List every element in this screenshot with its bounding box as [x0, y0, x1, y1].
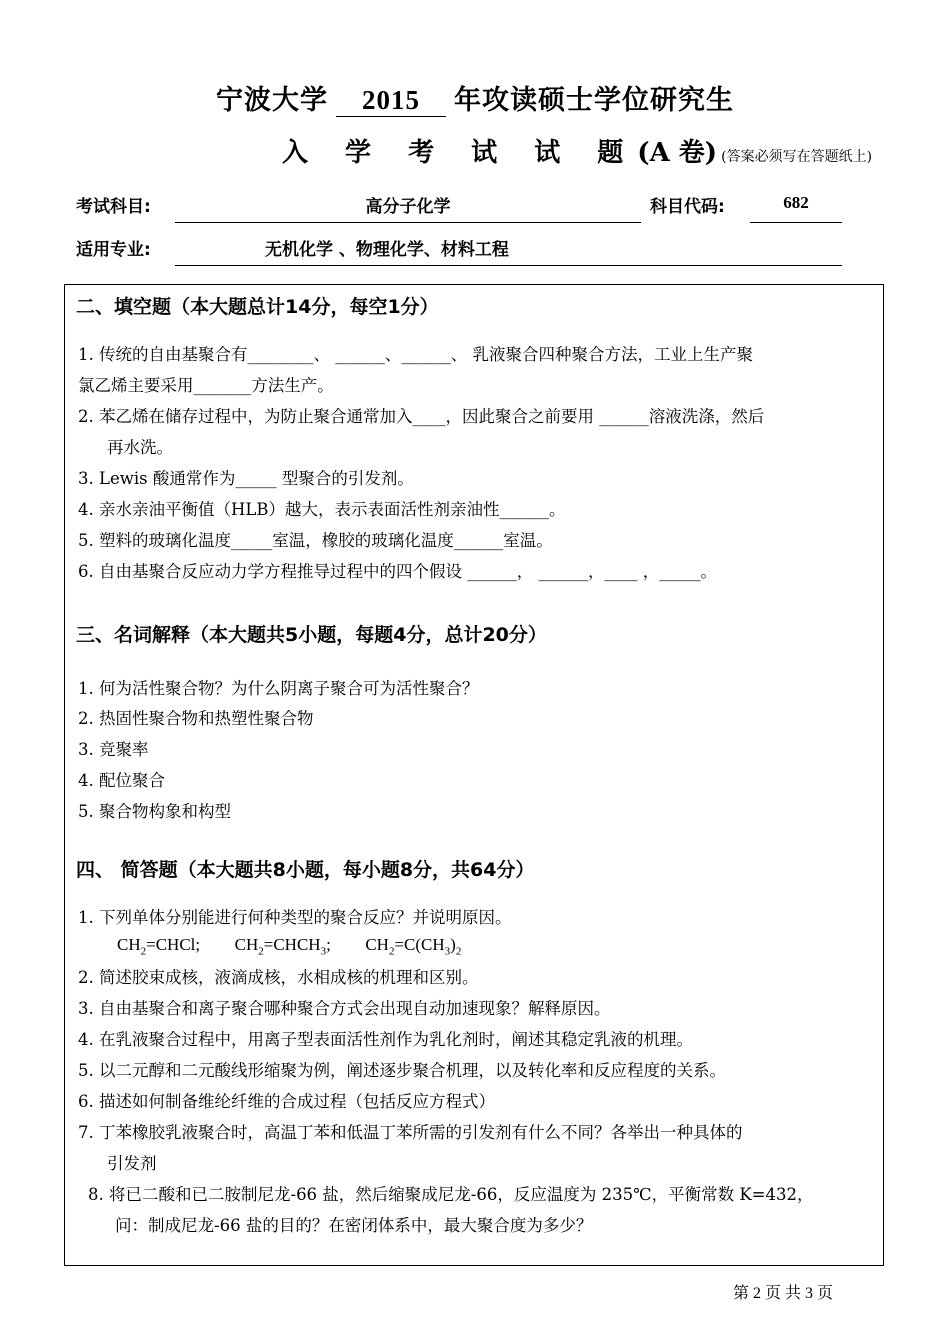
short-question-7: 7. 丁苯橡胶乳液聚合时，高温丁苯和低温丁苯所需的引发剂有什么不同？各举出一种具体的: [78, 1123, 743, 1142]
code-value: 682: [783, 193, 809, 212]
short-question-2: 2. 简述胶束成核，液滴成核，水相成核的机理和区别。: [78, 968, 479, 987]
fill-question-3: 3. Lewis 酸通常作为_____ 型聚合的引发剂。: [78, 469, 414, 488]
major-value: 无机化学 、物理化学、材料工程: [265, 240, 509, 260]
monomer-2: $CH_2=CHCH_3$;: [234, 935, 331, 958]
monomer-1: $CH_2=CHCl$;: [117, 935, 201, 958]
short-question-5: 5. 以二元醇和二元酸线形缩聚为例，阐述逐步聚合机理，以及转化率和反应程度的关系。: [78, 1061, 726, 1080]
short-question-8: 8. 将已二酸和已二胺制尼龙-66 盐，然后缩聚成尼龙-66，反应温度为 235℃，平衡常数 K=432，: [88, 1185, 814, 1204]
monomer-formulas: [117, 935, 461, 957]
fill-question-6: 6. 自由基聚合反应动力学方程推导过程中的四个假设 ______， ______，____ ，_____。: [78, 562, 717, 581]
short-question-4: 4. 在乳液聚合过程中，用离子型表面活性剂作为乳化剂时，阐述其稳定乳液的机理。: [78, 1030, 693, 1049]
fill-question-1: 1. 传统的自由基聚合有________、 ______、______、 乳液聚合四种聚合方法，工业上生产聚: [78, 345, 753, 364]
code-label: 科目代码:: [650, 197, 725, 217]
code-underline: [750, 222, 842, 223]
paper-version: (A 卷): [637, 138, 718, 168]
major-underline: [175, 265, 842, 266]
exam-title: [0, 78, 950, 117]
term-question-2: 2. 热固性聚合物和热塑性聚合物: [78, 709, 314, 728]
fill-question-5: 5. 塑料的玻璃化温度_____室温，橡胶的玻璃化温度______室温。: [78, 531, 553, 550]
short-question-6: 6. 描述如何制备维纶纤维的合成过程（包括反应方程式）: [78, 1092, 495, 1111]
term-question-4: 4. 配位聚合: [78, 771, 165, 790]
short-question-1: 1. 下列单体分别能进行何种类型的聚合反应？并说明原因。: [78, 908, 512, 927]
answer-note: (答案必须写在答题纸上): [721, 149, 873, 165]
subtitle-text: 入 学 考 试 试 题: [282, 138, 638, 168]
term-question-1: 1. 何为活性聚合物？为什么阴离子聚合可为活性聚合？: [78, 679, 479, 698]
short-question-7-cont: 引发剂: [107, 1154, 157, 1173]
page-number: 第 2 页 共 3 页: [733, 1285, 834, 1302]
subject-underline: [175, 222, 641, 223]
fill-question-4: 4. 亲水亲油平衡值（HLB）越大，表示表面活性剂亲油性______。: [78, 500, 566, 519]
short-question-3: 3. 自由基聚合和离子聚合哪种聚合方式会出现自动加速现象？解释原因。: [78, 999, 611, 1018]
short-question-8-cont: 问：制成尼龙-66 盐的目的？在密闭体系中，最大聚合度为多少？: [115, 1216, 593, 1235]
exam-year: 2015: [336, 85, 446, 117]
section-4-title: 四、 简答题（本大题共8小题，每小题8分，共64分）: [76, 859, 535, 881]
fill-question-1-cont: 氯乙烯主要采用_______方法生产。: [78, 376, 334, 395]
title-rest: 年攻读硕士学位研究生: [454, 85, 734, 116]
fill-question-2: 2. 苯乙烯在储存过程中，为防止聚合通常加入____，因此聚合之前要用 ______溶液洗涤，然后: [78, 407, 765, 426]
university-name: 宁波大学: [216, 85, 328, 116]
monomer-3: $CH_2=C(CH_3)_2$: [365, 935, 462, 958]
exam-subtitle: [282, 132, 872, 169]
fill-question-2-cont: 再水洗。: [107, 438, 173, 457]
subject-value: 高分子化学: [365, 197, 451, 217]
term-question-5: 5. 聚合物构象和构型: [78, 802, 231, 821]
section-3-title: 三、名词解释（本大题共5小题，每题4分，总计20分）: [76, 624, 547, 646]
major-label: 适用专业:: [76, 240, 151, 260]
subject-label: 考试科目:: [76, 197, 151, 217]
section-2-title: 二、填空题（本大题总计14分，每空1分）: [76, 296, 439, 318]
term-question-3: 3. 竞聚率: [78, 740, 149, 759]
